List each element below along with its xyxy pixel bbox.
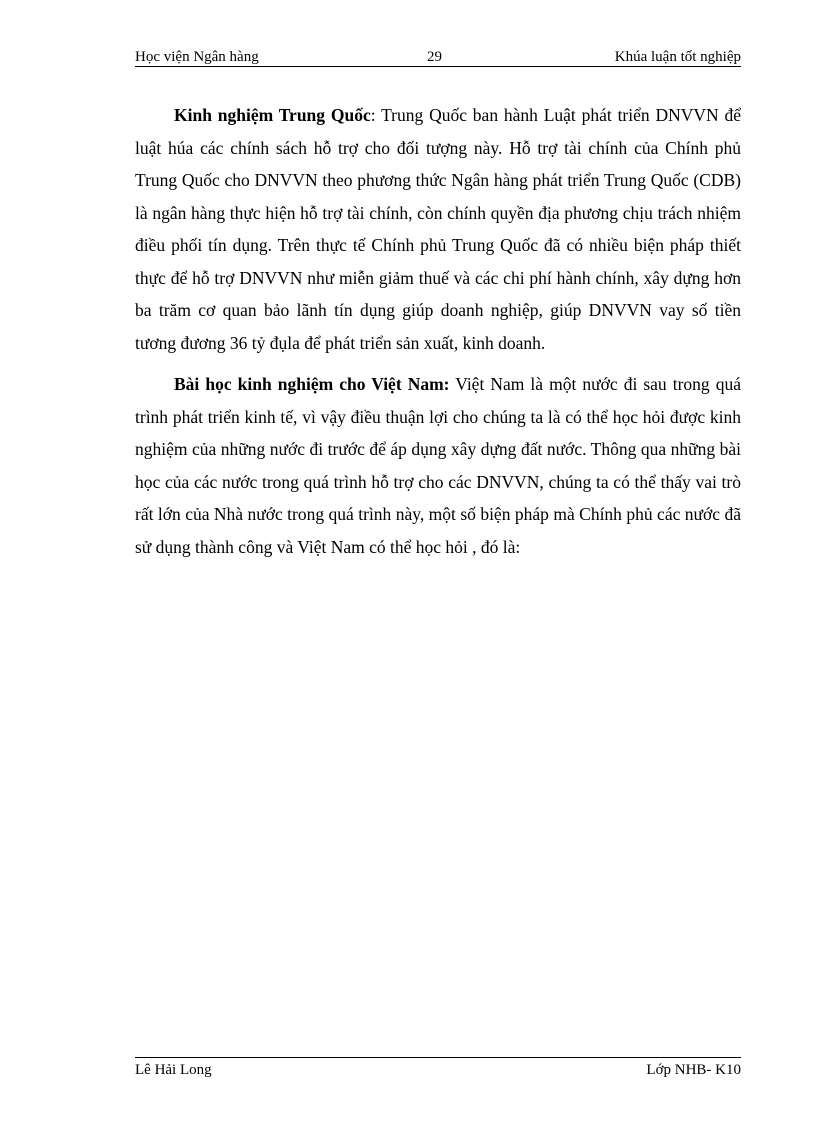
page-header bbox=[135, 48, 741, 67]
paragraph-vietnam-lessons bbox=[135, 368, 741, 563]
header-institution: Học viện Ngân hàng bbox=[135, 49, 259, 65]
paragraph-lead-china: Kinh nghiệm Trung Quốc bbox=[174, 105, 371, 125]
paragraph-china-experience bbox=[135, 99, 741, 359]
header-document-type: Khúa luận tốt nghiệp bbox=[614, 49, 741, 65]
paragraph-text-vietnam: Việt Nam là một nước đi sau trong quá trình phát triển kinh tế, vì vậy điều thuận lợi cho chúng ta là có thể học hỏi được kinh nghiệm của những nước đi trước để áp dụng xây dựng đất nước. Thông qua những bài học của các nước trong quá trình hỗ trợ cho các DNVVN, chúng ta có thể thấy vai trò rất lớn của Nhà nước trong quá trình này, một số biện pháp mà Chính phủ các nước đã sử dụng thành công và Việt Nam có thể học hỏi , đó là: bbox=[135, 374, 741, 557]
footer-class: Lớp NHB- K10 bbox=[646, 1062, 741, 1078]
page-footer bbox=[135, 1057, 741, 1080]
header-page-number: 29 bbox=[427, 49, 442, 65]
paragraph-text-china: : Trung Quốc ban hành Luật phát triển DNVVN để luật húa các chính sách hỗ trợ cho đối tượng này. Hỗ trợ tài chính của Chính phủ Trung Quốc cho DNVVN theo phương thức Ngân hàng phát triển Trung Quốc (CDB) là ngân hàng thực hiện hỗ trợ tài chính, còn chính quyền địa phương chịu trách nhiệm điều phối tín dụng. Trên thực tế Chính phủ Trung Quốc đã có nhiều biện pháp thiết thực để hỗ trợ DNVVN như miễn giảm thuế và các chi phí hành chính, xây dựng hơn ba trăm cơ quan bảo lãnh tín dụng giúp doanh nghiệp, giúp DNVVN vay số tiền tương đương 36 tỷ đụla để phát triển sản xuất, kinh doanh. bbox=[135, 105, 741, 353]
document-body bbox=[135, 99, 741, 572]
footer-author: Lê Hải Long bbox=[135, 1062, 212, 1078]
paragraph-lead-vietnam: Bài học kinh nghiệm cho Việt Nam: bbox=[174, 374, 450, 394]
